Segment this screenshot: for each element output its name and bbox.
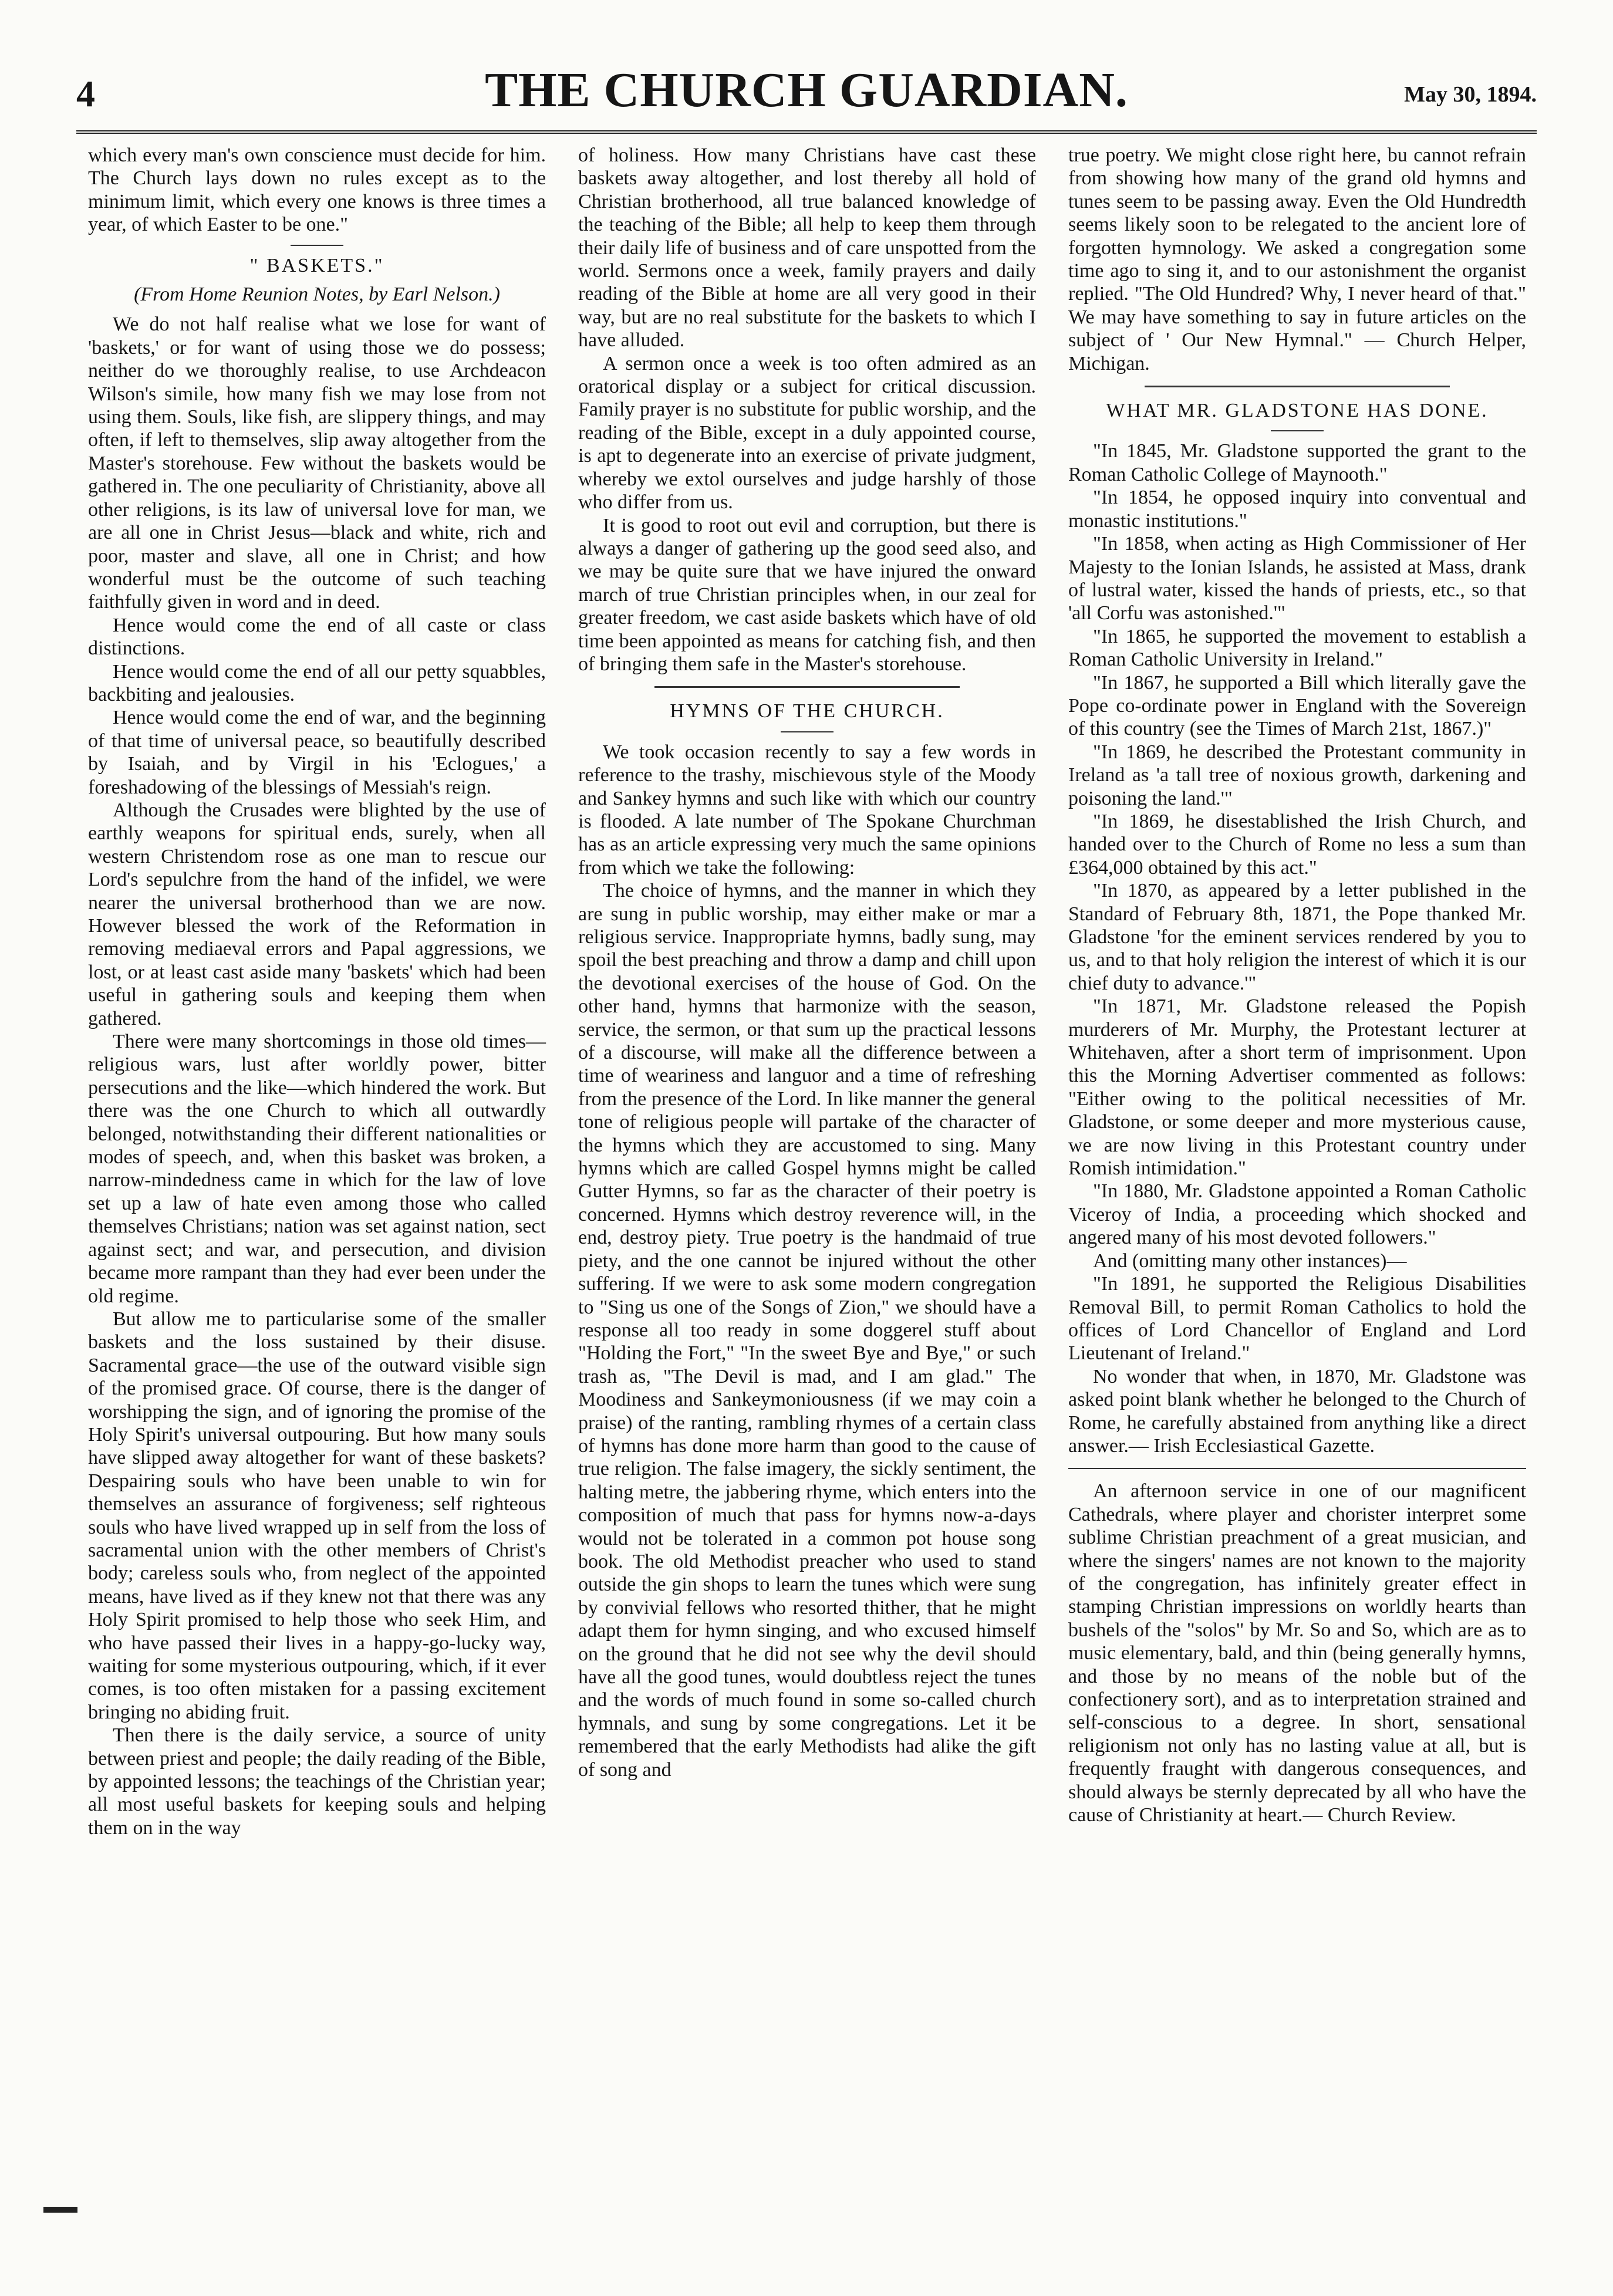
- article-separator: [654, 686, 960, 688]
- column-1: [88, 144, 546, 1839]
- baskets-source: (From Home Reunion Notes, by Earl Nelson.): [134, 283, 500, 306]
- paragraph: "In 1858, when acting as High Commissioner of Her Majesty to the Ionian Islands, he assisted at Mass, drank of lustral water, kissed the hands of priests, etc., so that 'all Corfu was astonished.'": [1068, 533, 1526, 624]
- masthead-rule: [76, 130, 1537, 134]
- paragraph: It is good to root out evil and corruption, but there is always a danger of gathering up the good seed also, and we may be quite sure that we have injured the onward march of true Christian principles when, in our zeal for greater freedom, we cast aside baskets which have of old time been appointed as means for catching fish, and then of bringing them safe in the Master's storehouse.: [578, 514, 1036, 675]
- paragraph: The choice of hymns, and the manner in which they are sung in public worship, may either make or mar a religious service. Inappropriate hymns, badly sung, may spoil the best preaching and throw a damp and chill upon the devotional exercises of the house of God. On the other hand, hymns that harmonize with the season, service, the sermon, or that sum up the practical lessons of a discourse, will make all the difference between a time of weariness and languor and a time of refreshing from the presence of the Lord. In like manner the general tone of religious people will partake of the character of the hymns which they are accustomed to sing. Many hymns which are called Gospel hymns might be called Gutter Hymns, so far as the character of their poetry is concerned. Hymns which destroy reverence will, in the end, destroy piety. True poetry is the handmaid of true piety, and the one cannot be injured without the other suffering. If we were to ask some modern congregation to "Sing us one of the Songs of Zion," we should have a response all too ready in some doggerel stuff about "Holding the Fort," "In the sweet Bye and Bye," or such trash as, "The Devil is mad, and I am glad." The Moodiness and Sankeymoniousness (if we may coin a praise) of the ranting, rambling rhymes of a certain class of hymns has done more harm than good to the cause of true religion. The false imagery, the sickly sentiment, the halting metre, the jabbering rhyme, which enters into the composition of much that pass for hymns now-a-days would not be tolerated in a common pot house song book. The old Methodist preacher who used to stand outside the gin shops to learn the tunes which were sung by convivial fellows who resorted thither, that he might adapt them for hymn singing, and who excused himself on the ground that he did not see why the devil should have all the good tunes, would doubtless reject the tunes and the words of much found in some so-called church hymnals, and sung by some congregations. Let it be remembered that the early Methodists had alike the gift of song and: [578, 880, 1036, 1781]
- paragraph: "In 1871, Mr. Gladstone released the Popish murderers of Mr. Murphy, the Protestant lecturer at Whitehaven, after a short term of imprisonment. Upon this the Morning Advertiser commented as follows: "Either owing to the political necessities of Mr. Gladstone, or some deeper and more mysterious cause, we are now living in this Protestant country under Romish intimidation.": [1068, 995, 1526, 1180]
- paragraph: "In 1869, he described the Protestant community in Ireland as 'a tall tree of noxious growth, darkening and poisoning the land.'": [1068, 741, 1526, 809]
- paragraph: "In 1865, he supported the movement to establish a Roman Catholic University in Ireland.": [1068, 625, 1526, 671]
- paragraph: We took occasion recently to say a few words in reference to the trashy, mischievous style of the Moody and Sankey hymns and such like with which our country is flooded. A late number of The Spokane Churchman has as an article expressing very much the same opinions from which we take the following:: [578, 741, 1036, 879]
- paragraph: Then there is the daily service, a source of unity between priest and people; the daily reading of the Bible, by appointed lessons; the teachings of the Christian year; all most useful baskets for keeping souls and helping them on in the way: [88, 1724, 546, 1839]
- paragraph: An afternoon service in one of our magnificent Cathedrals, where player and chorister interpret some sublime Christian preachment of a great musician, and where the singers' names are not known to the majority of the congregation, has infinitely greater effect in stamping Christian impressions on worldly hearts than bushels of the "solos" by Mr. So and So, which are as to music elementary, bald, and thin (being generally hymns, and those by no means of the noble but of the confectionery sort), and as to interpretation strained and self-conscious to a degree. In short, sensational religionism not only has no lasting value at all, but is frequently fraught with dangerous consequences, and should always be sternly deprecated by all who have the cause of Christianity at heart.— Church Review.: [1068, 1480, 1526, 1826]
- issue-date: May 30, 1894.: [1404, 82, 1537, 107]
- article-continuation: which every man's own conscience must decide for him. The Church lays down no rules except as to the minimum limit, which every one knows is three times a year, of which Easter to be one.": [88, 144, 546, 236]
- paragraph: of holiness. How many Christians have cast these baskets away altogether, and lost thereby all hold of Christian brotherhood, all true balanced knowledge of the teaching of the Bible; all help to keep them through their daily life of business and of care unspotted from the world. Sermons once a week, family prayers and daily reading of the Bible at home are all very good in their way, but are no real substitute for the baskets to which I have alluded.: [578, 144, 1036, 352]
- newspaper-title: THE CHURCH GUARDIAN.: [485, 63, 1128, 117]
- paragraph: "In 1845, Mr. Gladstone supported the grant to the Roman Catholic College of Maynooth.": [1068, 440, 1526, 485]
- article-separator: [291, 245, 343, 246]
- paragraph: A sermon once a week is too often admired as an oratorical display or a subject for critical discussion. Family prayer is no substitute for public worship, and the reading of the Bible, except in a duly appointed course, is apt to degenerate into an exercise of private judgment, whereby we extol ourselves and judge harshly of those who differ from us.: [578, 352, 1036, 514]
- column-2: [578, 144, 1036, 1781]
- paragraph: There were many shortcomings in those old times—religious wars, lust after worldly power, bitter persecutions and the like—which hindered the work. But there was the one Church to which all outwardly belonged, notwithstanding their different nationalities or modes of speech, and, when this basket was broken, a narrow-mindedness came in which for the law of love set up a law of hate even among those who called themselves Christians; nation was set against nation, sect against sect; and war, and persecution, and division became more rampant than they had ever been under the old regime.: [88, 1031, 546, 1307]
- paragraph: "In 1867, he supported a Bill which literally gave the Pope co-ordinate power in England with the Sovereign of this country (see the Times of March 21st, 1867.)": [1068, 671, 1526, 740]
- paragraph: Hence would come the end of war, and the beginning of that time of universal peace, so beautifully described by Isaiah, and by Virgil in his 'Eclogues,' a foreshadowing of the blessings of Messiah's reign.: [88, 707, 546, 798]
- paragraph: Hence would come the end of all our petty squabbles, backbiting and jealousies.: [88, 660, 546, 705]
- paragraph: No wonder that when, in 1870, Mr. Gladstone was asked point blank whether he belonged to the Church of Rome, he carefully abstained from anything like a direct answer.— Irish Ecclesiastical Gazette.: [1068, 1365, 1526, 1457]
- heading-underline: [781, 731, 834, 732]
- margin-mark: [43, 2207, 77, 2213]
- paragraph: Although the Crusades were blighted by the use of earthly weapons for spiritual ends, surely, when all western Christendom rose as one man to rescue our Lord's sepulchre from the hand of the infidel, we were nearer the universal brotherhood than we are now. However blessed the work of the Reformation in removing mediaeval errors and Papal aggressions, we lost, or at least cast aside many 'baskets' which had been useful in gathering souls and keeping them when gathered.: [88, 799, 546, 1029]
- masthead: [76, 62, 1537, 132]
- paragraph: Hence would come the end of all caste or class distinctions.: [88, 614, 546, 660]
- gladstone-heading: WHAT MR. GLADSTONE HAS DONE.: [1106, 400, 1489, 422]
- hymns-heading: HYMNS OF THE CHURCH.: [670, 700, 944, 722]
- paragraph: But allow me to particularise some of the smaller baskets and the loss sustained by their disuse. Sacramental grace—the use of the outward visible sign of the promised grace. Of course, there is the danger of worshipping the sign, and of ignoring the promise of the Holy Spirit's universal outpouring. But how many souls have slipped away altogether for want of these baskets? Despairing souls who have been unable to win for themselves an assurance of forgiveness; self righteous souls who have lived wrapped up in self from the loss of sacramental union with the other members of Christ's body; careless souls who, from neglect of the appointed means, have lived as if they knew not that there was any Holy Spirit promised to help those who seek Him, and who have passed their lives in a happy-go-lucky way, waiting for some mysterious outpouring, which, if it ever comes, is too often mistaken for a passing excitement bringing no abiding fruit.: [88, 1308, 546, 1723]
- column-3: [1068, 144, 1526, 1826]
- article-separator: [1068, 1468, 1526, 1469]
- paragraph: true poetry. We might close right here, bu cannot refrain from showing how many of the grand old hymns and tunes seem to be passing away. Even the Old Hundredth seems likely soon to be relegated to the ancient lore of forgotten hymnology. We asked a congregation some time ago to sing it, and to our astonishment the organist replied. "The Old Hundred? Why, I never heard of that." We may have something to say in future articles on the subject of ' Our New Hymnal." — Church Helper, Michigan.: [1068, 144, 1526, 374]
- paragraph: "In 1891, he supported the Religious Disabilities Removal Bill, to permit Roman Catholics to hold the offices of Lord Chancellor of England and Lord Lieutenant of Ireland.": [1068, 1273, 1526, 1365]
- paragraph: We do not half realise what we lose for want of 'baskets,' or for want of using those we do possess; neither do we thoroughly realise, to use Archdeacon Wilson's simile, how many fish we may lose from not using them. Souls, like fish, are slippery things, and may often, if left to themselves, slip away altogether from the Master's storehouse. Few without the baskets would be gathered in. The one peculiarity of Christianity, above all other religions, is its law of universal love for man, we are all one in Christ Jesus—black and white, rich and poor, master and slave, all one in Christ; and how wonderful must be the outcome of such teaching faithfully given in word and in deed.: [88, 313, 546, 613]
- paragraph: "In 1880, Mr. Gladstone appointed a Roman Catholic Viceroy of India, a proceeding which shocked and angered many of his most devoted followers.": [1068, 1180, 1526, 1249]
- paragraph: "In 1870, as appeared by a letter published in the Standard of February 8th, 1871, the Pope thanked Mr. Gladstone 'for the eminent services rendered by you to us, and to that holy religion the interest of which it is our chief duty to advance.'": [1068, 880, 1526, 994]
- baskets-heading: " BASKETS.": [249, 254, 384, 276]
- article-separator: [1145, 386, 1450, 387]
- paragraph: "In 1869, he disestablished the Irish Church, and handed over to the Church of Rome no less a sum than £364,000 obtained by this act.": [1068, 810, 1526, 879]
- page-number: 4: [76, 73, 95, 114]
- paragraph: "In 1854, he opposed inquiry into conventual and monastic institutions.": [1068, 487, 1526, 532]
- paragraph: And (omitting many other instances)—: [1093, 1250, 1407, 1272]
- heading-underline: [1271, 430, 1324, 431]
